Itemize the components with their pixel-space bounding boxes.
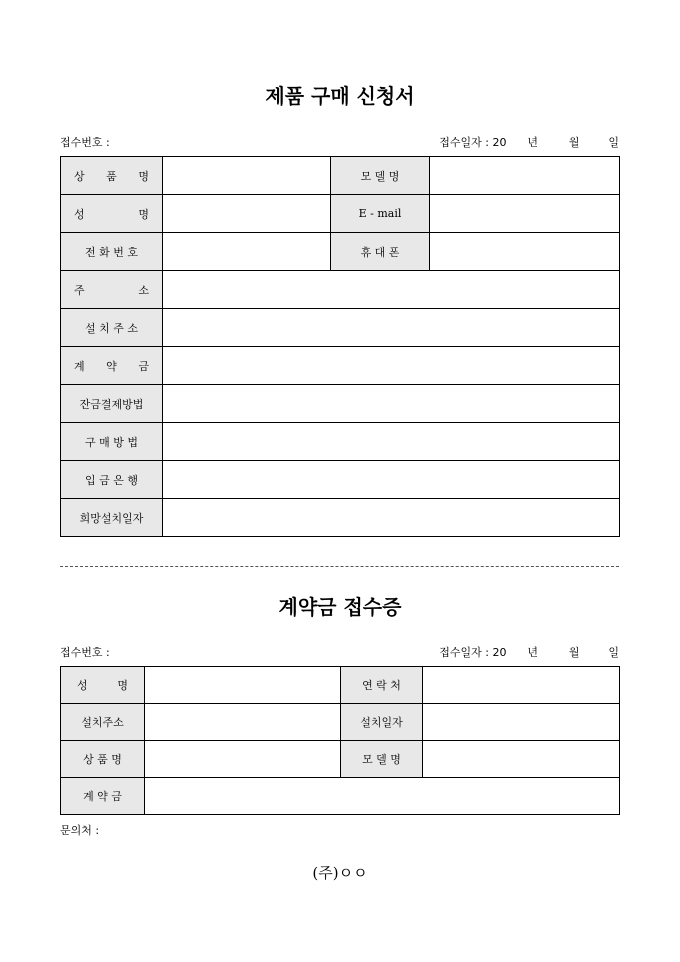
table-row — [61, 667, 620, 704]
form2-meta — [60, 644, 619, 660]
deposit-label: 계 약 금 — [61, 778, 145, 815]
receipt-date: 접수일자 : 20 년 월 일 — [439, 136, 619, 149]
deposit-bank-field[interactable] — [163, 461, 620, 499]
inquiry-label: 문의처 : — [60, 824, 100, 837]
purchase-form-table — [60, 156, 620, 537]
company-name: (주)ㅇㅇ — [312, 864, 368, 882]
deposit-field[interactable] — [163, 347, 620, 385]
deposit-field[interactable] — [145, 778, 620, 815]
table-row — [61, 195, 620, 233]
receipt-date: 접수일자 : 20 년 월 일 — [439, 646, 619, 659]
deposit-label: 계 약 금 — [61, 347, 163, 385]
mobile-field[interactable] — [430, 233, 620, 271]
table-row — [61, 423, 620, 461]
contact-field[interactable] — [423, 667, 620, 704]
deposit-receipt-table — [60, 666, 620, 815]
phone-field[interactable] — [163, 233, 331, 271]
table-row — [61, 157, 620, 195]
preferred-date-field[interactable] — [163, 499, 620, 537]
model-name-label: 모 델 명 — [331, 157, 430, 195]
email-field[interactable] — [430, 195, 620, 233]
form2-title: 계약금 접수증 — [278, 595, 402, 619]
address-label: 주 소 — [61, 271, 163, 309]
table-row — [61, 309, 620, 347]
purchase-method-label: 구 매 방 법 — [61, 423, 163, 461]
receipt-no-label: 접수번호 : — [60, 646, 110, 659]
form1-title: 제품 구매 신청서 — [265, 84, 415, 108]
email-label: E - mail — [331, 195, 430, 233]
model-name-label: 모 델 명 — [341, 741, 423, 778]
balance-method-field[interactable] — [163, 385, 620, 423]
install-address-field[interactable] — [145, 704, 341, 741]
address-field[interactable] — [163, 271, 620, 309]
install-address-label: 설치주소 — [61, 704, 145, 741]
install-address-field[interactable] — [163, 309, 620, 347]
install-address-label: 설 치 주 소 — [61, 309, 163, 347]
name-field[interactable] — [163, 195, 331, 233]
name-label: 성 명 — [61, 195, 163, 233]
product-name-field[interactable] — [163, 157, 331, 195]
form1-meta — [60, 134, 619, 150]
product-name-label: 상 품 명 — [61, 741, 145, 778]
table-row — [61, 499, 620, 537]
table-row — [61, 741, 620, 778]
contact-label: 연 락 처 — [341, 667, 423, 704]
table-row — [61, 271, 620, 309]
model-name-field[interactable] — [423, 741, 620, 778]
product-name-field[interactable] — [145, 741, 341, 778]
name-label: 성 명 — [61, 667, 145, 704]
product-name-label: 상 품 명 — [61, 157, 163, 195]
phone-label: 전 화 번 호 — [61, 233, 163, 271]
table-row — [61, 385, 620, 423]
table-row — [61, 778, 620, 815]
name-field[interactable] — [145, 667, 341, 704]
receipt-no-label: 접수번호 : — [60, 136, 110, 149]
install-date-label: 설치일자 — [341, 704, 423, 741]
mobile-label: 휴 대 폰 — [331, 233, 430, 271]
preferred-date-label: 희망설치일자 — [61, 499, 163, 537]
balance-method-label: 잔금결제방법 — [61, 385, 163, 423]
model-name-field[interactable] — [430, 157, 620, 195]
table-row — [61, 347, 620, 385]
purchase-method-field[interactable] — [163, 423, 620, 461]
table-row — [61, 461, 620, 499]
install-date-field[interactable] — [423, 704, 620, 741]
deposit-bank-label: 입 금 은 행 — [61, 461, 163, 499]
table-row — [61, 233, 620, 271]
cut-line-divider — [60, 566, 619, 567]
table-row — [61, 704, 620, 741]
